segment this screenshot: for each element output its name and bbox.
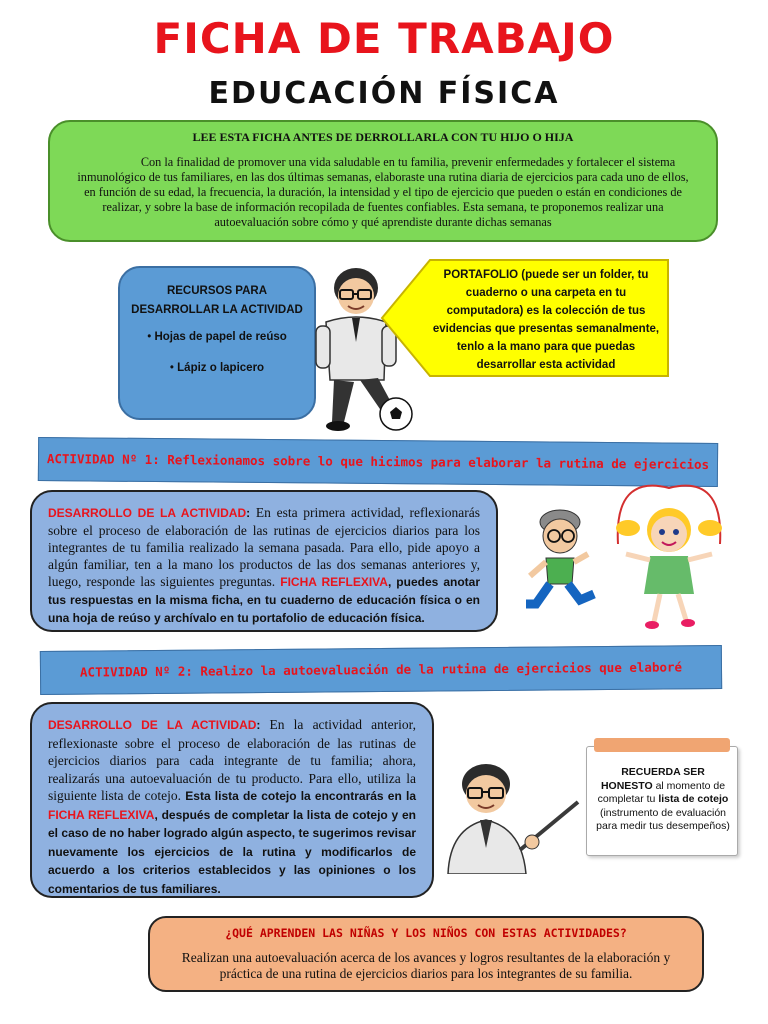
intro-body: Con la finalidad de promover una vida saludable en tu familia, prevenir enfermedades y fortalecer el sistema inmunológico de tus familiares, en las dos últimas semanas, elaboraste una rutina diaria de ejercicios para cada uno de ellos, en función de su edad, la frecuencia, la duración, la intensidad y el tipo de ejercicio que pueden o están en condiciones de realizar, y sobre la base de información recopilada de fuentes confiables. Esta semana, te proponemos realizar una autoevaluación sobre cómo y qué aprendiste durante dichas semanas xyxy=(77,155,689,229)
activity-1-title: ACTIVIDAD Nº 1: Reflexionamos sobre lo que hicimos para elaborar la rutina de ejercicios xyxy=(46,451,710,472)
note-text: RECUERDA SER HONESTO al momento de completar tu lista de cotejo (instrumento de evaluación para medir tus desempeños) xyxy=(596,766,730,832)
reminder-note xyxy=(586,738,738,856)
note-binding xyxy=(594,738,730,752)
list-item: • Lápiz o lapicero xyxy=(169,362,265,374)
teacher-pointer-icon xyxy=(440,758,584,874)
learning-box xyxy=(148,916,704,992)
resources-list xyxy=(130,328,304,378)
intro-heading: LEE ESTA FICHA ANTES DE DERROLLARLA CON TU HIJO O HIJA xyxy=(192,130,574,144)
activity-2-banner xyxy=(40,645,722,695)
activity-2-title: ACTIVIDAD Nº 2: Realizo la autoevaluación de la rutina de ejercicios que elaboré xyxy=(79,659,683,680)
activity-1-box: DESARROLLO DE LA ACTIVIDAD: En esta primera actividad, reflexionarás sobre el proceso de elaboración de las rutinas de ejercicios diarios para los integrantes de tu familia realizado la semana pasada. Para ello, pide apoyo a algún familiar, ten a la mano los productos de las dos semanas anteriores y, luego, responde las siguientes preguntas. FICHA REFLEXIVA, puedes anotar tus respuestas en la misma ficha, en tu cuaderno de educación física o en una hoja de reúso y archívalo en tu portafolio de educación física. xyxy=(30,490,498,632)
resources-title: RECURSOS PARA DESARROLLAR LA ACTIVIDAD xyxy=(131,285,303,316)
learning-text: Realizan una autoevaluación acerca de los avances y logros resultantes de la elaboración y práctica de una rutina de ejercicios diarios para los integrantes de su familia. xyxy=(181,950,671,981)
activity-1-banner xyxy=(38,437,718,487)
page-subtitle: EDUCACIÓN FÍSICA xyxy=(208,76,560,111)
portfolio-text: PORTAFOLIO (puede ser un folder, tu cuaderno o una carpeta en tu computadora) es la colección de tus evidencias que presentas semanalmente, tenlo a la mano para que puedas desarrollar esta actividad xyxy=(432,269,660,371)
resources-box xyxy=(118,266,316,420)
girl-jump-rope-icon xyxy=(604,484,734,634)
kid-running-icon xyxy=(516,500,602,618)
intro-box xyxy=(48,120,718,242)
portfolio-callout xyxy=(380,256,670,380)
page-title: FICHA DE TRABAJO xyxy=(153,14,615,63)
list-item: • Hojas de papel de reúso xyxy=(147,331,287,343)
learning-title: ¿QUÉ APRENDEN LAS NIÑAS Y LOS NIÑOS CON ESTAS ACTIVIDADES? xyxy=(225,926,627,940)
activity-2-box: DESARROLLO DE LA ACTIVIDAD: En la actividad anterior, reflexionaste sobre el proceso de elaboración de las rutinas de ejercicios diarios para cada integrante de tu familia; ahora, realizarás una autoevaluación de tu producto. Para ello, utiliza la siguiente lista de cotejo. Esta lista de cotejo la encontrarás en la FICHA REFLEXIVA, después de completar la lista de cotejo y en el caso de no haber logrado algún aspecto, te sugerimos revisar nuevamente los ejercicios de la rutina y modificarlos de acuerdo a los criterios establecidos y las opiniones o los comentarios de tus familiares. xyxy=(30,702,434,898)
